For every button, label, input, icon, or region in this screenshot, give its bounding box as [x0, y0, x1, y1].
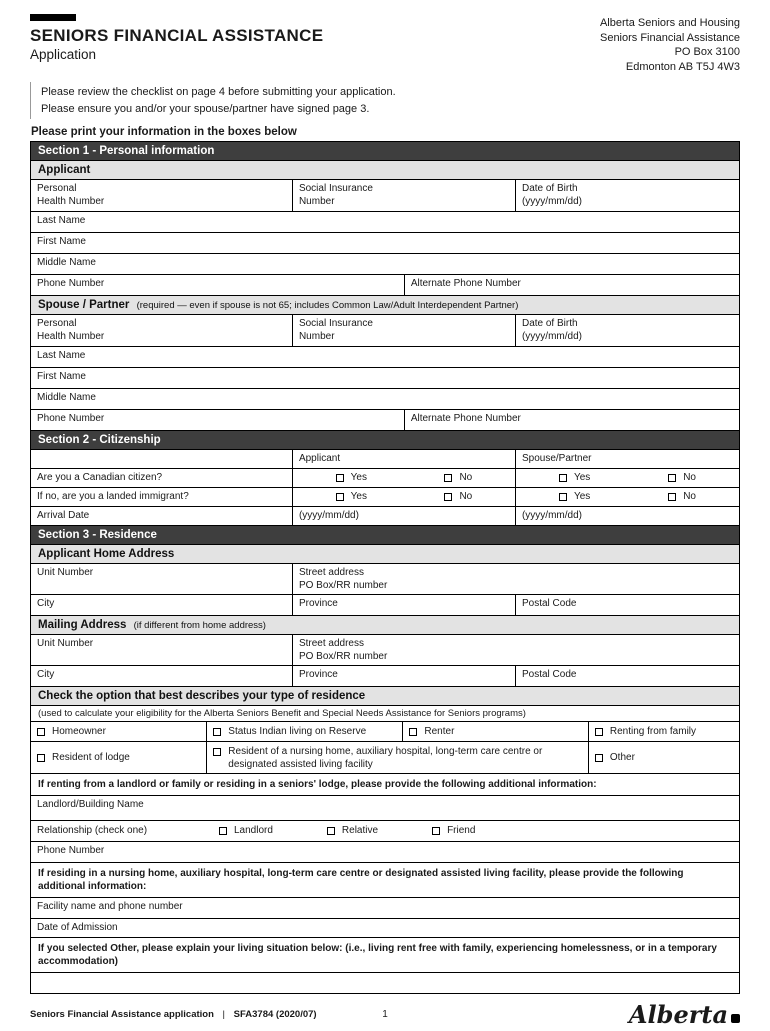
no-label: No	[683, 490, 696, 502]
date-of-admission-field[interactable]	[31, 919, 739, 937]
spouse-dob-field[interactable]	[516, 315, 739, 346]
table-row	[31, 212, 739, 233]
checkbox-icon	[336, 493, 344, 501]
citizen-spouse-answer	[516, 469, 739, 487]
table-row	[31, 275, 739, 296]
applicant-last-name-field[interactable]	[31, 212, 739, 232]
field-label: Middle Name	[37, 257, 96, 269]
option-label: Renting from family	[609, 725, 697, 737]
option-label: Friend	[447, 825, 476, 837]
table-row	[31, 180, 739, 212]
option-label: Other	[609, 751, 635, 763]
field-label: Alternate Phone Number	[410, 413, 521, 425]
mailing-address-title: Mailing Address	[38, 619, 127, 632]
alberta-logo-mark-icon	[731, 1014, 740, 1023]
checkbox-icon	[37, 754, 45, 762]
field-label: Landlord/Building Name	[37, 798, 144, 810]
mailing-street-address-field[interactable]	[293, 635, 739, 665]
field-label: Social Insurance	[298, 318, 373, 330]
field-label: Street address	[298, 638, 364, 650]
immigrant-spouse-yes-checkbox[interactable]	[559, 491, 590, 504]
field-label: First Name	[37, 371, 86, 383]
field-label: (yyyy/mm/dd)	[521, 330, 582, 342]
table-row	[31, 635, 739, 666]
applicant-health-number-field[interactable]	[31, 180, 293, 211]
checkbox-icon	[559, 474, 567, 482]
applicant-alt-phone-field[interactable]	[405, 275, 739, 295]
residence-type-subheader: Check the option that best describes your type of residence	[31, 687, 739, 706]
mailing-postal-code-field[interactable]	[516, 666, 739, 686]
footer	[30, 999, 740, 1031]
option-renter[interactable]	[403, 722, 588, 741]
home-unit-number-field[interactable]	[31, 564, 293, 594]
checkbox-icon	[213, 748, 221, 756]
mailing-city-field[interactable]	[31, 666, 293, 686]
option-label: Landlord	[234, 825, 273, 837]
option-label: Status Indian living on Reserve	[228, 725, 367, 737]
field-label: Health Number	[37, 330, 105, 342]
mailing-address-subheader	[31, 616, 739, 635]
table-row	[31, 347, 739, 368]
table-row	[31, 595, 739, 616]
field-label: PO Box/RR number	[298, 579, 388, 591]
home-postal-code-field[interactable]	[516, 595, 739, 615]
applicant-dob-field[interactable]	[516, 180, 739, 211]
checkbox-icon	[444, 474, 452, 482]
field-label: Phone Number	[37, 413, 105, 425]
arrival-date-label: Arrival Date	[31, 507, 293, 525]
citizen-applicant-no-checkbox[interactable]	[444, 472, 472, 485]
field-label: Province	[298, 669, 338, 681]
immigrant-applicant-yes-checkbox[interactable]	[336, 491, 367, 504]
citizen-spouse-yes-checkbox[interactable]	[559, 472, 590, 485]
table-row	[31, 507, 739, 526]
spouse-phone-field[interactable]	[31, 410, 405, 430]
field-label: Last Name	[37, 215, 86, 227]
citizen-spouse-no-checkbox[interactable]	[668, 472, 696, 485]
field-label: Postal Code	[521, 598, 577, 610]
other-instruction: If you selected Other, please explain your living situation below: (i.e., living rent free with family, experiencing homelessness, or in a temporary accommodation)	[31, 938, 739, 973]
field-label: First Name	[37, 236, 86, 248]
option-nursing-home[interactable]	[207, 742, 589, 773]
checkbox-icon	[213, 728, 221, 736]
section3-header: Section 3 - Residence	[31, 526, 739, 545]
checkbox-icon	[559, 493, 567, 501]
residence-options-row-2	[31, 742, 739, 774]
table-row	[31, 469, 739, 488]
field-label: Phone Number	[37, 278, 105, 290]
immigrant-applicant-no-checkbox[interactable]	[444, 491, 472, 504]
home-province-field[interactable]	[293, 595, 516, 615]
field-label: City	[37, 598, 55, 610]
home-street-address-field[interactable]	[293, 564, 739, 594]
field-label: Street address	[298, 567, 364, 579]
application-form	[30, 141, 740, 994]
field-label: Middle Name	[37, 392, 96, 404]
immigrant-spouse-no-checkbox[interactable]	[668, 491, 696, 504]
nursing-instruction: If residing in a nursing home, auxiliary hospital, long-term care centre or designated assisted living facility, please provide the following additional information:	[31, 863, 739, 898]
spouse-column-header: Spouse/Partner	[521, 452, 592, 464]
agency-line: Alberta Seniors and Housing	[599, 17, 740, 29]
relationship-label: Relationship (check one)	[37, 825, 148, 837]
field-label: Date of Birth	[521, 183, 578, 195]
immigrant-question: If no, are you a landed immigrant?	[31, 488, 293, 506]
field-label: Facility name and phone number	[37, 900, 183, 912]
spouse-subheader-title: Spouse / Partner	[38, 299, 130, 312]
option-other[interactable]	[589, 742, 739, 773]
notice-line: Please review the checklist on page 4 before submitting your application.	[41, 86, 396, 99]
table-row	[31, 898, 739, 919]
spouse-last-name-field[interactable]	[31, 347, 739, 367]
arrival-date-spouse-field[interactable]: (yyyy/mm/dd)	[521, 509, 582, 521]
checkbox-icon	[595, 754, 603, 762]
notice-line: Please ensure you and/or your spouse/partner have signed page 3.	[41, 102, 370, 115]
table-row	[31, 368, 739, 389]
field-label: Social Insurance	[298, 183, 373, 195]
field-label: PO Box/RR number	[298, 650, 388, 662]
title-block	[30, 14, 323, 62]
form-title: SENIORS FINANCIAL ASSISTANCE	[30, 26, 324, 45]
table-row	[31, 666, 739, 687]
spouse-alt-phone-field[interactable]	[405, 410, 739, 430]
agency-line: Seniors Financial Assistance	[599, 31, 740, 44]
option-status-indian[interactable]	[207, 722, 403, 741]
immigrant-applicant-answer	[293, 488, 516, 506]
header	[30, 14, 740, 74]
no-label: No	[459, 490, 473, 502]
relationship-relative-checkbox[interactable]	[327, 825, 378, 836]
yes-label: Yes	[573, 490, 591, 502]
table-row	[31, 564, 739, 595]
section1-header: Section 1 - Personal information	[31, 142, 739, 161]
checkbox-icon	[444, 493, 452, 501]
checkbox-icon	[668, 493, 676, 501]
table-row	[31, 254, 739, 275]
yes-label: Yes	[573, 471, 591, 483]
landlord-building-name-field[interactable]	[31, 796, 739, 820]
applicant-subheader: Applicant	[31, 161, 739, 180]
mailing-address-note: (if different from home address)	[133, 620, 266, 632]
field-label: (yyyy/mm/dd)	[521, 195, 582, 207]
title-rule	[30, 14, 76, 21]
table-row	[31, 919, 739, 938]
field-label: Province	[298, 598, 338, 610]
footer-doc-name: Seniors Financial Assistance application	[30, 1009, 214, 1021]
table-row	[31, 842, 739, 863]
empty-cell	[31, 450, 293, 468]
citizen-question: Are you a Canadian citizen?	[31, 469, 293, 487]
option-label: Relative	[341, 825, 379, 837]
field-label: Unit Number	[37, 567, 94, 579]
field-label: Personal	[37, 318, 77, 330]
applicant-middle-name-field[interactable]	[31, 254, 739, 274]
yes-label: Yes	[350, 490, 367, 502]
checkbox-icon	[668, 474, 676, 482]
checkbox-icon	[595, 728, 603, 736]
option-homeowner[interactable]	[31, 722, 207, 741]
checklist-notice	[30, 82, 740, 119]
relationship-row	[31, 821, 739, 842]
footer-doc-code: SFA3784 (2020/07)	[233, 1009, 317, 1021]
spouse-health-number-field[interactable]	[31, 315, 293, 346]
table-row	[31, 796, 739, 821]
spouse-middle-name-field[interactable]	[31, 389, 739, 409]
mailing-unit-number-field[interactable]	[31, 635, 293, 665]
spouse-subheader-note: (required — even if spouse is not 65; includes Common Law/Adult Interdependent Partner)	[136, 300, 519, 312]
mailing-province-field[interactable]	[293, 666, 516, 686]
table-row	[31, 233, 739, 254]
checkbox-icon	[219, 827, 227, 835]
yes-label: Yes	[350, 471, 367, 483]
immigrant-spouse-answer	[516, 488, 739, 506]
field-label: City	[37, 669, 55, 681]
option-resident-of-lodge[interactable]	[31, 742, 207, 773]
agency-address	[600, 14, 740, 74]
field-label: Alternate Phone Number	[410, 278, 521, 290]
checkbox-icon	[409, 728, 417, 736]
field-label: Date of Birth	[521, 318, 578, 330]
footer-separator: |	[222, 1009, 226, 1021]
renting-instruction: If renting from a landlord or family or residing in a seniors' lodge, please provide the following additional information:	[31, 774, 739, 796]
spouse-first-name-field[interactable]	[31, 368, 739, 388]
field-label: Phone Number	[37, 844, 105, 856]
residence-type-note: (used to calculate your eligibility for the Alberta Seniors Benefit and Special Needs Assistance for Seniors programs)	[31, 706, 739, 722]
agency-line: Edmonton AB T5J 4W3	[625, 60, 740, 73]
no-label: No	[459, 471, 473, 483]
home-address-subheader: Applicant Home Address	[31, 545, 739, 564]
option-label: Resident of lodge	[52, 751, 130, 763]
field-label: Postal Code	[521, 669, 577, 681]
option-label: Homeowner	[52, 725, 106, 737]
field-label: Personal	[37, 183, 77, 195]
print-instruction: Please print your information in the boxes below	[31, 126, 297, 139]
applicant-column-header: Applicant	[293, 450, 516, 468]
option-label: Renter	[424, 725, 455, 737]
alberta-logo	[628, 999, 740, 1029]
checkbox-icon	[432, 827, 440, 835]
field-label: Health Number	[37, 195, 105, 207]
option-renting-from-family[interactable]	[589, 722, 739, 741]
spouse-sin-field[interactable]	[293, 315, 516, 346]
table-row	[31, 410, 739, 431]
field-label: Unit Number	[37, 638, 94, 650]
agency-line: PO Box 3100	[674, 46, 740, 59]
page-number: 1	[382, 1009, 388, 1021]
field-label: Number	[298, 195, 335, 207]
no-label: No	[683, 471, 696, 483]
citizen-applicant-yes-checkbox[interactable]	[336, 472, 367, 485]
option-label: Resident of a nursing home, auxiliary hospital, long-term care centre or designated assisted living facility	[228, 746, 543, 770]
table-row	[31, 389, 739, 410]
other-explanation-field[interactable]	[31, 973, 739, 993]
applicant-phone-field[interactable]	[31, 275, 405, 295]
field-label: Last Name	[37, 350, 86, 362]
citizenship-column-header-row	[31, 450, 739, 469]
spouse-subheader	[31, 296, 739, 315]
field-label: Date of Admission	[37, 921, 118, 933]
relationship-landlord-checkbox[interactable]	[219, 825, 273, 836]
checkbox-icon	[327, 827, 335, 835]
field-label: Number	[298, 330, 335, 342]
table-row	[31, 488, 739, 507]
form-subtitle: Application	[30, 47, 97, 62]
alberta-wordmark: Alberta	[628, 999, 728, 1029]
residence-options-row-1	[31, 722, 739, 742]
home-city-field[interactable]	[31, 595, 293, 615]
applicant-first-name-field[interactable]	[31, 233, 739, 253]
landlord-phone-number-field[interactable]	[31, 842, 739, 862]
footer-document-info	[30, 1009, 317, 1020]
checkbox-icon	[336, 474, 344, 482]
applicant-sin-field[interactable]	[293, 180, 516, 211]
relationship-friend-checkbox[interactable]	[432, 825, 475, 836]
arrival-date-applicant-field[interactable]: (yyyy/mm/dd)	[293, 507, 516, 525]
table-row	[31, 315, 739, 347]
section2-header: Section 2 - Citizenship	[31, 431, 739, 450]
citizen-applicant-answer	[293, 469, 516, 487]
facility-name-phone-field[interactable]	[31, 898, 739, 918]
checkbox-icon	[37, 728, 45, 736]
